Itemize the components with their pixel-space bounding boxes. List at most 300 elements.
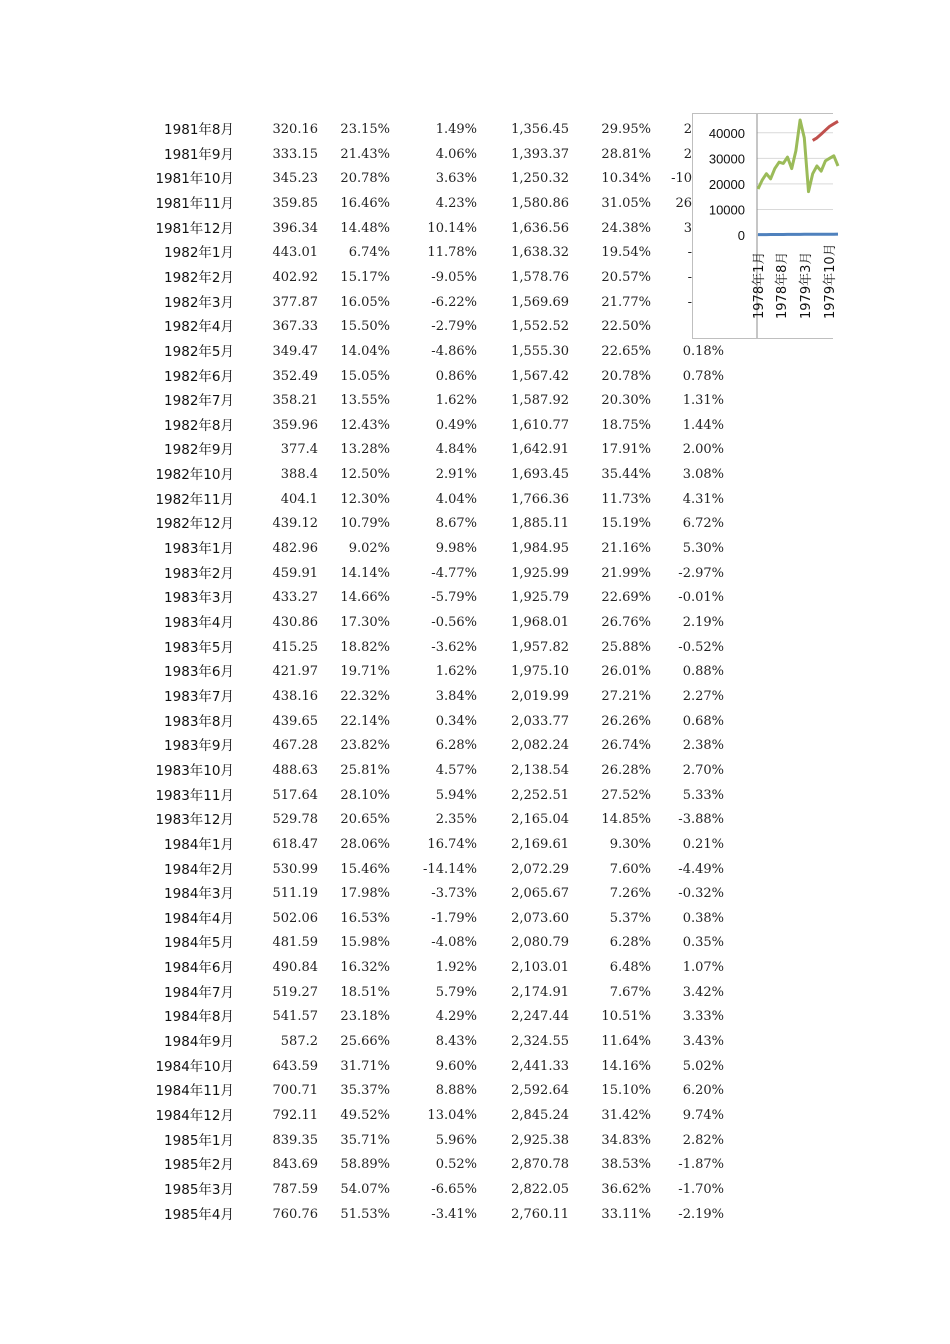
value-cell[interactable]: 396.34 bbox=[272, 220, 318, 236]
value-cell[interactable]: 7.60% bbox=[609, 861, 651, 877]
value-cell[interactable]: 792.11 bbox=[272, 1108, 318, 1123]
value-cell[interactable]: 22.69% bbox=[601, 590, 651, 606]
value-cell[interactable]: 490.84 bbox=[272, 960, 318, 976]
value-cell[interactable]: 13.04% bbox=[427, 1108, 477, 1123]
value-cell[interactable]: 6.28% bbox=[435, 738, 477, 754]
value-cell[interactable]: 2,138.54 bbox=[511, 762, 569, 778]
value-cell[interactable]: 530.99 bbox=[272, 861, 318, 877]
value-cell[interactable]: 21.77% bbox=[601, 294, 651, 310]
value-cell[interactable]: 9.98% bbox=[435, 541, 477, 557]
value-cell[interactable]: 6.20% bbox=[682, 1083, 724, 1099]
date-cell[interactable]: 1985年3月 bbox=[164, 1181, 234, 1198]
value-cell[interactable]: 49.52% bbox=[340, 1108, 390, 1123]
value-cell[interactable]: 2,072.29 bbox=[511, 861, 569, 877]
value-cell[interactable]: -2.19% bbox=[678, 1206, 724, 1222]
value-cell[interactable]: -1.87% bbox=[678, 1157, 724, 1173]
value-cell[interactable]: 5.33% bbox=[682, 787, 724, 803]
value-cell[interactable]: -1.79% bbox=[431, 910, 477, 926]
value-cell[interactable]: 1,693.45 bbox=[511, 467, 569, 483]
value-cell[interactable]: 388.4 bbox=[280, 467, 318, 483]
value-cell[interactable]: 359.85 bbox=[272, 195, 318, 211]
value-cell[interactable]: 27.52% bbox=[601, 787, 651, 803]
value-cell[interactable]: -2.97% bbox=[678, 565, 724, 581]
value-cell[interactable]: 2.27% bbox=[682, 688, 724, 704]
value-cell[interactable]: 1.44% bbox=[682, 417, 724, 433]
value-cell[interactable]: 488.63 bbox=[272, 762, 318, 778]
value-cell[interactable]: 58.89% bbox=[340, 1157, 390, 1173]
value-cell[interactable]: 2,073.60 bbox=[511, 910, 569, 926]
value-cell[interactable]: 415.25 bbox=[272, 639, 318, 655]
value-cell[interactable]: 0.86% bbox=[435, 368, 477, 384]
value-cell[interactable]: 3.08% bbox=[682, 467, 724, 483]
value-cell[interactable]: 20.65% bbox=[340, 812, 390, 828]
value-cell[interactable]: 18.51% bbox=[340, 984, 390, 1000]
value-cell[interactable]: 1.31% bbox=[682, 393, 724, 409]
value-cell[interactable]: -3.62% bbox=[431, 639, 477, 655]
value-cell[interactable]: 3.63% bbox=[435, 171, 477, 187]
value-cell[interactable]: 1,636.56 bbox=[511, 220, 569, 236]
value-cell[interactable]: 5.37% bbox=[609, 910, 651, 926]
value-cell[interactable]: 502.06 bbox=[272, 910, 318, 926]
value-cell[interactable]: -3.41% bbox=[431, 1206, 477, 1222]
value-cell[interactable]: 35.37% bbox=[340, 1083, 390, 1099]
value-cell[interactable]: 1,567.42 bbox=[511, 368, 569, 384]
value-cell[interactable]: 18.75% bbox=[601, 417, 651, 433]
value-cell[interactable]: 21.43% bbox=[340, 146, 390, 162]
value-cell[interactable]: 0.34% bbox=[435, 713, 477, 729]
value-cell[interactable]: 402.92 bbox=[272, 269, 318, 285]
value-cell[interactable]: 1,968.01 bbox=[511, 615, 569, 630]
value-cell[interactable]: 26.26% bbox=[601, 713, 651, 729]
value-cell[interactable]: 3.43% bbox=[682, 1034, 724, 1050]
value-cell[interactable]: 320.16 bbox=[272, 122, 318, 137]
value-cell[interactable]: 839.35 bbox=[272, 1132, 318, 1148]
value-cell[interactable]: 11.64% bbox=[601, 1034, 651, 1050]
value-cell[interactable]: 0.68% bbox=[682, 713, 724, 729]
date-cell[interactable]: 1983年7月 bbox=[164, 688, 234, 705]
value-cell[interactable]: 2,174.91 bbox=[511, 984, 569, 1000]
value-cell[interactable]: 15.05% bbox=[340, 368, 390, 384]
value-cell[interactable]: 1,610.77 bbox=[511, 417, 569, 433]
value-cell[interactable]: 5.94% bbox=[435, 787, 477, 803]
date-cell[interactable]: 1982年4月 bbox=[164, 319, 234, 336]
value-cell[interactable]: 22.14% bbox=[340, 713, 390, 729]
value-cell[interactable]: 1,975.10 bbox=[511, 664, 569, 680]
value-cell[interactable]: 1,984.95 bbox=[511, 541, 569, 557]
value-cell[interactable]: 511.19 bbox=[272, 886, 318, 902]
value-cell[interactable]: 15.19% bbox=[601, 516, 651, 532]
date-cell[interactable]: 1983年10月 bbox=[155, 762, 234, 779]
value-cell[interactable]: 2,165.04 bbox=[511, 812, 569, 828]
value-cell[interactable]: 2,925.38 bbox=[511, 1132, 569, 1148]
value-cell[interactable]: 3.42% bbox=[682, 984, 724, 1000]
value-cell[interactable]: 11.78% bbox=[427, 245, 477, 261]
value-cell[interactable]: 14.66% bbox=[340, 590, 390, 606]
value-cell[interactable]: 3.84% bbox=[435, 688, 477, 704]
date-cell[interactable]: 1984年7月 bbox=[164, 984, 234, 1001]
value-cell[interactable]: 1,638.32 bbox=[511, 245, 569, 261]
value-cell[interactable]: 2,019.99 bbox=[511, 688, 569, 704]
value-cell[interactable]: 439.12 bbox=[272, 516, 318, 532]
value-cell[interactable]: 14.85% bbox=[601, 812, 651, 828]
value-cell[interactable]: 16.32% bbox=[340, 960, 390, 976]
value-cell[interactable]: 10.51% bbox=[601, 1009, 651, 1025]
value-cell[interactable]: 25.66% bbox=[340, 1034, 390, 1050]
value-cell[interactable]: 13.28% bbox=[340, 442, 390, 458]
value-cell[interactable]: 2,324.55 bbox=[511, 1034, 569, 1050]
value-cell[interactable]: -6.65% bbox=[431, 1181, 477, 1197]
value-cell[interactable]: 23.82% bbox=[340, 738, 390, 754]
date-cell[interactable]: 1984年12月 bbox=[155, 1108, 234, 1124]
value-cell[interactable]: 21.99% bbox=[601, 565, 651, 581]
value-cell[interactable]: 21.16% bbox=[601, 541, 651, 557]
value-cell[interactable]: 1,569.69 bbox=[511, 294, 569, 310]
date-cell[interactable]: 1983年1月 bbox=[164, 541, 234, 558]
value-cell[interactable]: 2.00% bbox=[682, 442, 724, 458]
date-cell[interactable]: 1982年1月 bbox=[164, 245, 234, 262]
value-cell[interactable]: 27.21% bbox=[601, 688, 651, 704]
value-cell[interactable]: 843.69 bbox=[272, 1157, 318, 1173]
value-cell[interactable]: 28.81% bbox=[601, 146, 651, 162]
value-cell[interactable]: 26.01% bbox=[601, 664, 651, 680]
value-cell[interactable]: 2,845.24 bbox=[511, 1108, 569, 1123]
value-cell[interactable]: 22.65% bbox=[601, 343, 651, 359]
date-cell[interactable]: 1982年8月 bbox=[164, 417, 234, 434]
value-cell[interactable]: 3.33% bbox=[682, 1009, 724, 1025]
date-cell[interactable]: 1983年5月 bbox=[164, 639, 234, 656]
value-cell[interactable]: 2,065.67 bbox=[511, 886, 569, 902]
value-cell[interactable]: 20.30% bbox=[601, 393, 651, 409]
value-cell[interactable]: 4.29% bbox=[435, 1009, 477, 1025]
value-cell[interactable]: 15.17% bbox=[340, 269, 390, 285]
value-cell[interactable]: -9.05% bbox=[431, 269, 477, 285]
value-cell[interactable]: 33.11% bbox=[601, 1206, 651, 1222]
date-cell[interactable]: 1981年10月 bbox=[155, 171, 234, 188]
value-cell[interactable]: 333.15 bbox=[272, 146, 318, 162]
value-cell[interactable]: 4.57% bbox=[435, 762, 477, 778]
value-cell[interactable]: 2,870.78 bbox=[511, 1157, 569, 1173]
value-cell[interactable]: 2.82% bbox=[682, 1132, 724, 1148]
date-cell[interactable]: 1983年2月 bbox=[164, 565, 234, 582]
value-cell[interactable]: 22.50% bbox=[601, 319, 651, 335]
value-cell[interactable]: 17.91% bbox=[601, 442, 651, 458]
value-cell[interactable]: 0.88% bbox=[682, 664, 724, 680]
value-cell[interactable]: 2.35% bbox=[435, 812, 477, 828]
date-cell[interactable]: 1985年4月 bbox=[164, 1206, 234, 1223]
value-cell[interactable]: 8.43% bbox=[435, 1034, 477, 1050]
date-cell[interactable]: 1981年11月 bbox=[155, 195, 234, 212]
value-cell[interactable]: 5.30% bbox=[682, 541, 724, 557]
value-cell[interactable]: 4.06% bbox=[435, 146, 477, 162]
value-cell[interactable]: 11.73% bbox=[601, 491, 651, 507]
date-cell[interactable]: 1984年2月 bbox=[164, 861, 234, 878]
value-cell[interactable]: 31.42% bbox=[601, 1108, 651, 1123]
value-cell[interactable]: 6.72% bbox=[682, 516, 724, 532]
value-cell[interactable]: 1.07% bbox=[682, 960, 724, 976]
value-cell[interactable]: 2.70% bbox=[682, 762, 724, 778]
value-cell[interactable]: 22.32% bbox=[340, 688, 390, 704]
value-cell[interactable]: 8.88% bbox=[435, 1083, 477, 1099]
value-cell[interactable]: 14.04% bbox=[340, 343, 390, 359]
value-cell[interactable]: 6.48% bbox=[609, 960, 651, 976]
value-cell[interactable]: 643.59 bbox=[272, 1058, 318, 1074]
value-cell[interactable]: 16.05% bbox=[340, 294, 390, 310]
value-cell[interactable]: 1,925.99 bbox=[511, 565, 569, 581]
value-cell[interactable]: 18.82% bbox=[340, 639, 390, 655]
value-cell[interactable]: 23.15% bbox=[340, 122, 390, 137]
value-cell[interactable]: 1,885.11 bbox=[511, 516, 569, 532]
value-cell[interactable]: 16.53% bbox=[340, 910, 390, 926]
value-cell[interactable]: 24.38% bbox=[601, 220, 651, 236]
value-cell[interactable]: 7.67% bbox=[609, 984, 651, 1000]
date-cell[interactable]: 1981年8月 bbox=[164, 122, 234, 138]
value-cell[interactable]: -4.08% bbox=[431, 935, 477, 951]
value-cell[interactable]: 4.23% bbox=[435, 195, 477, 211]
value-cell[interactable]: 31.05% bbox=[601, 195, 651, 211]
value-cell[interactable]: -0.32% bbox=[678, 886, 724, 902]
value-cell[interactable]: 404.1 bbox=[280, 491, 318, 507]
value-cell[interactable]: 519.27 bbox=[272, 984, 318, 1000]
value-cell[interactable]: 0.35% bbox=[682, 935, 724, 951]
value-cell[interactable]: 349.47 bbox=[272, 343, 318, 359]
value-cell[interactable]: 481.59 bbox=[272, 935, 318, 951]
value-cell[interactable]: 9.02% bbox=[348, 541, 390, 557]
date-cell[interactable]: 1982年3月 bbox=[164, 294, 234, 311]
value-cell[interactable]: -4.77% bbox=[431, 565, 477, 581]
value-cell[interactable]: 359.96 bbox=[272, 417, 318, 433]
value-cell[interactable]: 16.74% bbox=[427, 836, 477, 852]
value-cell[interactable]: 4.04% bbox=[435, 491, 477, 507]
value-cell[interactable]: 1,356.45 bbox=[511, 122, 569, 137]
value-cell[interactable]: 352.49 bbox=[272, 368, 318, 384]
value-cell[interactable]: 529.78 bbox=[272, 812, 318, 828]
value-cell[interactable]: 345.23 bbox=[272, 171, 318, 187]
value-cell[interactable]: 16.46% bbox=[340, 195, 390, 211]
value-cell[interactable]: -4.49% bbox=[678, 861, 724, 877]
value-cell[interactable]: 9.74% bbox=[682, 1108, 724, 1123]
value-cell[interactable]: 5.79% bbox=[435, 984, 477, 1000]
value-cell[interactable]: 377.4 bbox=[280, 442, 318, 458]
value-cell[interactable]: 4.84% bbox=[435, 442, 477, 458]
date-cell[interactable]: 1983年9月 bbox=[164, 738, 234, 755]
value-cell[interactable]: 20.78% bbox=[340, 171, 390, 187]
date-cell[interactable]: 1984年4月 bbox=[164, 910, 234, 927]
value-cell[interactable]: 618.47 bbox=[272, 836, 318, 852]
value-cell[interactable]: -14.14% bbox=[423, 861, 477, 877]
value-cell[interactable]: 0.18% bbox=[682, 343, 724, 359]
value-cell[interactable]: 20.57% bbox=[601, 269, 651, 285]
value-cell[interactable]: 541.57 bbox=[272, 1009, 318, 1025]
value-cell[interactable]: 6.28% bbox=[609, 935, 651, 951]
value-cell[interactable]: 12.43% bbox=[340, 417, 390, 433]
value-cell[interactable]: 459.91 bbox=[272, 565, 318, 581]
date-cell[interactable]: 1982年9月 bbox=[164, 442, 234, 459]
value-cell[interactable]: 2,822.05 bbox=[511, 1181, 569, 1197]
value-cell[interactable]: 12.50% bbox=[340, 467, 390, 483]
value-cell[interactable]: -1.70% bbox=[678, 1181, 724, 1197]
value-cell[interactable]: 0.52% bbox=[435, 1157, 477, 1173]
value-cell[interactable]: 1.62% bbox=[435, 664, 477, 680]
value-cell[interactable]: 7.26% bbox=[609, 886, 651, 902]
value-cell[interactable]: 438.16 bbox=[272, 688, 318, 704]
value-cell[interactable]: -6.22% bbox=[431, 294, 477, 310]
value-cell[interactable]: 2,247.44 bbox=[511, 1009, 569, 1025]
value-cell[interactable]: 1.92% bbox=[435, 960, 477, 976]
date-cell[interactable]: 1984年11月 bbox=[155, 1083, 234, 1100]
value-cell[interactable]: 6.74% bbox=[348, 245, 390, 261]
value-cell[interactable]: 1,925.79 bbox=[511, 590, 569, 606]
date-cell[interactable]: 1982年2月 bbox=[164, 269, 234, 286]
date-cell[interactable]: 1983年12月 bbox=[155, 812, 234, 829]
value-cell[interactable]: 2,169.61 bbox=[511, 836, 569, 852]
value-cell[interactable]: 14.48% bbox=[340, 220, 390, 236]
date-cell[interactable]: 1982年12月 bbox=[155, 516, 234, 533]
value-cell[interactable]: 15.10% bbox=[601, 1083, 651, 1099]
value-cell[interactable]: 1,642.91 bbox=[511, 442, 569, 458]
value-cell[interactable]: 9.30% bbox=[609, 836, 651, 852]
value-cell[interactable]: 54.07% bbox=[340, 1181, 390, 1197]
value-cell[interactable]: 10.14% bbox=[427, 220, 477, 236]
value-cell[interactable]: 5.96% bbox=[435, 1132, 477, 1148]
value-cell[interactable]: -5.79% bbox=[431, 590, 477, 606]
value-cell[interactable]: 26.76% bbox=[601, 615, 651, 630]
value-cell[interactable]: 19.71% bbox=[340, 664, 390, 680]
value-cell[interactable]: 13.55% bbox=[340, 393, 390, 409]
value-cell[interactable]: 23.18% bbox=[340, 1009, 390, 1025]
value-cell[interactable]: 2.91% bbox=[435, 467, 477, 483]
value-cell[interactable]: 2,760.11 bbox=[511, 1206, 569, 1222]
value-cell[interactable]: 15.98% bbox=[340, 935, 390, 951]
value-cell[interactable]: 14.16% bbox=[601, 1058, 651, 1074]
value-cell[interactable]: 2,080.79 bbox=[511, 935, 569, 951]
value-cell[interactable]: 36.62% bbox=[601, 1181, 651, 1197]
value-cell[interactable]: 25.81% bbox=[340, 762, 390, 778]
value-cell[interactable]: 12.30% bbox=[340, 491, 390, 507]
date-cell[interactable]: 1985年2月 bbox=[164, 1157, 234, 1174]
value-cell[interactable]: 5.02% bbox=[682, 1058, 724, 1074]
value-cell[interactable]: 787.59 bbox=[272, 1181, 318, 1197]
value-cell[interactable]: 700.71 bbox=[272, 1083, 318, 1099]
value-cell[interactable]: 0.78% bbox=[682, 368, 724, 384]
value-cell[interactable]: 10.34% bbox=[601, 171, 651, 187]
date-cell[interactable]: 1984年10月 bbox=[155, 1058, 234, 1075]
value-cell[interactable]: 1.62% bbox=[435, 393, 477, 409]
value-cell[interactable]: -4.86% bbox=[431, 343, 477, 359]
value-cell[interactable]: 0.49% bbox=[435, 417, 477, 433]
date-cell[interactable]: 1984年8月 bbox=[164, 1009, 234, 1026]
value-cell[interactable]: 430.86 bbox=[272, 615, 318, 630]
date-cell[interactable]: 1984年3月 bbox=[164, 886, 234, 903]
value-cell[interactable]: 20.78% bbox=[601, 368, 651, 384]
value-cell[interactable]: 17.30% bbox=[340, 615, 390, 630]
value-cell[interactable]: 31.71% bbox=[340, 1058, 390, 1074]
date-cell[interactable]: 1985年1月 bbox=[164, 1132, 234, 1149]
value-cell[interactable]: 2,033.77 bbox=[511, 713, 569, 729]
value-cell[interactable]: 1,587.92 bbox=[511, 393, 569, 409]
value-cell[interactable]: 26.74% bbox=[601, 738, 651, 754]
date-cell[interactable]: 1984年9月 bbox=[164, 1034, 234, 1051]
value-cell[interactable]: 1,957.82 bbox=[511, 639, 569, 655]
value-cell[interactable]: 367.33 bbox=[272, 319, 318, 335]
value-cell[interactable]: -0.56% bbox=[431, 615, 477, 630]
value-cell[interactable]: 35.44% bbox=[601, 467, 651, 483]
value-cell[interactable]: 14.14% bbox=[340, 565, 390, 581]
date-cell[interactable]: 1981年9月 bbox=[164, 146, 234, 163]
value-cell[interactable]: 25.88% bbox=[601, 639, 651, 655]
value-cell[interactable]: 2.19% bbox=[682, 615, 724, 630]
date-cell[interactable]: 1982年10月 bbox=[155, 467, 234, 484]
value-cell[interactable]: 587.2 bbox=[280, 1034, 318, 1050]
date-cell[interactable]: 1983年11月 bbox=[155, 787, 234, 804]
value-cell[interactable]: 421.97 bbox=[272, 664, 318, 680]
value-cell[interactable]: 15.50% bbox=[340, 319, 390, 335]
date-cell[interactable]: 1983年8月 bbox=[164, 713, 234, 730]
date-cell[interactable]: 1982年7月 bbox=[164, 393, 234, 410]
value-cell[interactable]: 377.87 bbox=[272, 294, 318, 310]
value-cell[interactable]: 1,766.36 bbox=[511, 491, 569, 507]
value-cell[interactable]: 358.21 bbox=[272, 393, 318, 409]
value-cell[interactable]: 1,580.86 bbox=[511, 195, 569, 211]
value-cell[interactable]: 38.53% bbox=[601, 1157, 651, 1173]
value-cell[interactable]: 19.54% bbox=[601, 245, 651, 261]
value-cell[interactable]: 1,552.52 bbox=[511, 319, 569, 335]
value-cell[interactable]: -3.73% bbox=[431, 886, 477, 902]
value-cell[interactable]: 2,103.01 bbox=[511, 960, 569, 976]
value-cell[interactable]: 15.46% bbox=[340, 861, 390, 877]
value-cell[interactable]: 2.38% bbox=[682, 738, 724, 754]
value-cell[interactable]: -2.79% bbox=[431, 319, 477, 335]
value-cell[interactable]: 2,441.33 bbox=[511, 1058, 569, 1074]
value-cell[interactable]: 28.10% bbox=[340, 787, 390, 803]
value-cell[interactable]: 29.95% bbox=[601, 122, 651, 137]
value-cell[interactable]: 1,393.37 bbox=[511, 146, 569, 162]
value-cell[interactable]: 482.96 bbox=[272, 541, 318, 557]
value-cell[interactable]: 10.79% bbox=[340, 516, 390, 532]
value-cell[interactable]: 9.60% bbox=[435, 1058, 477, 1074]
date-cell[interactable]: 1983年4月 bbox=[164, 615, 234, 631]
date-cell[interactable]: 1981年12月 bbox=[155, 220, 234, 237]
date-cell[interactable]: 1984年1月 bbox=[164, 836, 234, 853]
date-cell[interactable]: 1982年5月 bbox=[164, 343, 234, 360]
value-cell[interactable]: -0.01% bbox=[678, 590, 724, 606]
value-cell[interactable]: 2,592.64 bbox=[511, 1083, 569, 1099]
value-cell[interactable]: 2,082.24 bbox=[511, 738, 569, 754]
value-cell[interactable]: 26.28% bbox=[601, 762, 651, 778]
value-cell[interactable]: 28.06% bbox=[340, 836, 390, 852]
value-cell[interactable]: 433.27 bbox=[272, 590, 318, 606]
value-cell[interactable]: 439.65 bbox=[272, 713, 318, 729]
value-cell[interactable]: 0.38% bbox=[682, 910, 724, 926]
value-cell[interactable]: 2,252.51 bbox=[511, 787, 569, 803]
date-cell[interactable]: 1984年5月 bbox=[164, 935, 234, 952]
value-cell[interactable]: 35.71% bbox=[340, 1132, 390, 1148]
date-cell[interactable]: 1984年6月 bbox=[164, 960, 234, 977]
value-cell[interactable]: 517.64 bbox=[272, 787, 318, 803]
value-cell[interactable]: 0.21% bbox=[682, 836, 724, 852]
date-cell[interactable]: 1982年11月 bbox=[155, 491, 234, 508]
value-cell[interactable]: -0.52% bbox=[678, 639, 724, 655]
value-cell[interactable]: 17.98% bbox=[340, 886, 390, 902]
value-cell[interactable]: 8.67% bbox=[435, 516, 477, 532]
value-cell[interactable]: 1,555.30 bbox=[511, 343, 569, 359]
value-cell[interactable]: 1.49% bbox=[435, 122, 477, 137]
date-cell[interactable]: 1983年6月 bbox=[164, 664, 234, 681]
line-chart[interactable] bbox=[692, 113, 838, 339]
value-cell[interactable]: 51.53% bbox=[340, 1206, 390, 1222]
value-cell[interactable]: 4.31% bbox=[682, 491, 724, 507]
value-cell[interactable]: 467.28 bbox=[272, 738, 318, 754]
date-cell[interactable]: 1983年3月 bbox=[164, 590, 234, 607]
